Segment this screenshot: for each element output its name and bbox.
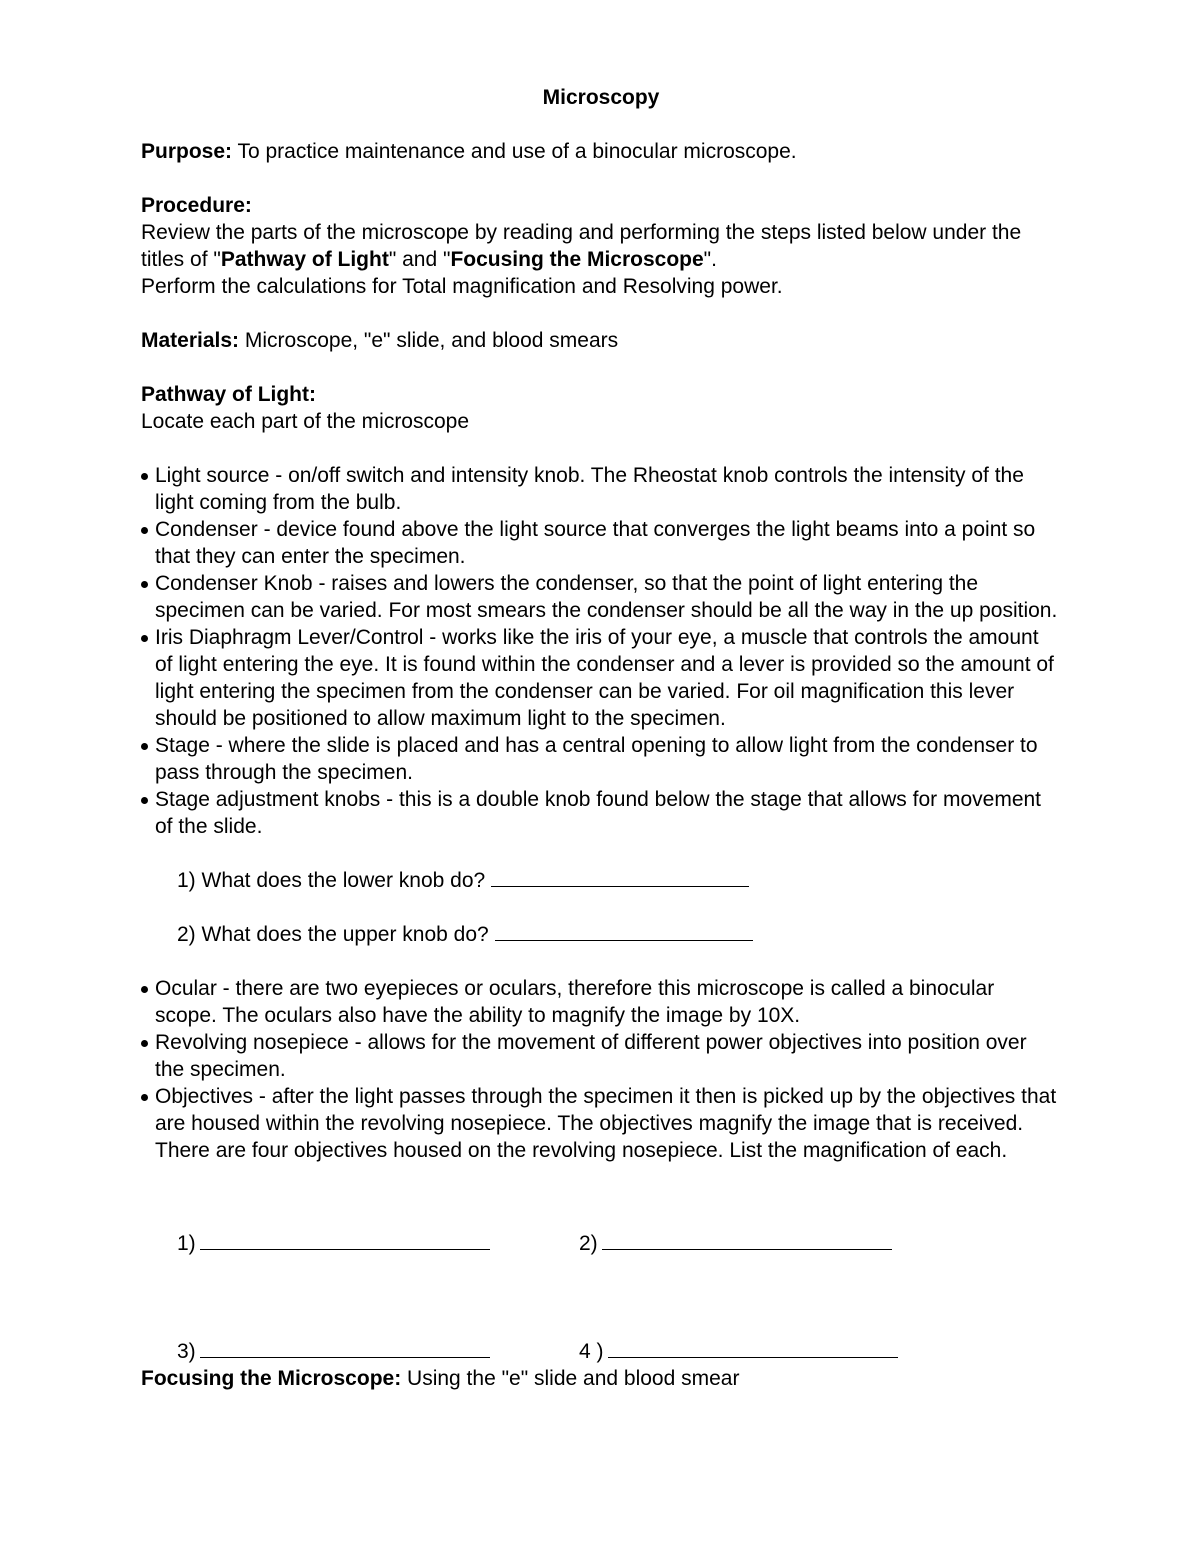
list-item: Objectives - after the light passes through the specimen it then is picked up by the objectives that are housed within the revolving nosepiece. The objectives magnify the image that is received. There are four objectives housed on the revolving nosepiece. List the magnification of each. [141,1083,1061,1164]
pathway-intro: Locate each part of the microscope [141,410,470,433]
focusing-label: Focusing the Microscope: [141,1367,402,1390]
objective-blank-2: 2) [579,1230,981,1257]
objective-answer-3[interactable] [200,1339,490,1358]
objective-answer-4[interactable] [608,1339,898,1358]
bullet-icon [141,986,148,993]
objective-blanks-row-1 [177,1230,1061,1257]
procedure-line2: Perform the calculations for Total magnification and Resolving power. [141,275,783,298]
objective-answer-2[interactable] [602,1231,892,1250]
list-item: Stage - where the slide is placed and has a central opening to allow light from the condenser to pass through the specimen. [141,732,1061,786]
procedure-mid: " and " [388,248,451,271]
materials-label: Materials: [141,329,240,352]
answer-blank-upper-knob[interactable] [495,922,753,941]
list-item: Stage adjustment knobs - this is a double knob found below the stage that allows for movement of the slide. [141,786,1061,840]
procedure-text [141,219,1061,273]
focusing-text: Using the "e" slide and blood smear [401,1367,740,1390]
purpose-paragraph [141,138,1061,165]
bullet-icon [141,1040,148,1047]
bullet-icon [141,527,148,534]
objective-blank-4: 4 ) [579,1338,981,1365]
bullet-icon [141,635,148,642]
list-item: Iris Diaphragm Lever/Control - works like the iris of your eye, a muscle that controls the amount of light entering the eye. It is found within the condenser and a lever is provided so the amount of light entering the specimen from the condenser can be varied. For oil magnification this lever should be positioned to allow maximum light to the specimen. [141,624,1061,732]
question-upper-knob: 2) What does the upper knob do? [177,921,1061,948]
objective-blank-3: 3) [177,1338,579,1365]
purpose-label: Purpose: [141,140,233,163]
procedure-label: Procedure: [141,194,252,217]
document-title: Microscopy [542,86,660,109]
bullet-icon [141,1094,148,1101]
list-item: Light source - on/off switch and intensity knob. The Rheostat knob controls the intensity of the light coming from the bulb. [141,462,1061,516]
materials-paragraph [141,327,1061,354]
purpose-text: To practice maintenance and use of a binocular microscope. [232,140,797,163]
materials-text: Microscope, "e" slide, and blood smears [239,329,619,352]
focusing-paragraph [141,1365,1061,1392]
objective-answer-1[interactable] [200,1231,490,1250]
list-item: Condenser - device found above the light source that converges the light beams into a point so that they can enter the specimen. [141,516,1061,570]
pathway-label: Pathway of Light: [141,383,316,406]
procedure-bold-pathway: Pathway of Light [220,248,389,271]
knob-questions [141,867,1061,948]
bullet-icon [141,743,148,750]
answer-blank-lower-knob[interactable] [491,868,749,887]
procedure-line1: Review the parts of the microscope by reading and performing the steps listed below under the titles of " [141,221,1022,271]
pathway-bullets-b [141,975,1061,1164]
question-lower-knob: 1) What does the lower knob do? [177,867,1061,894]
objective-blanks-row-2 [177,1338,1061,1365]
pathway-bullets-a [141,462,1061,840]
bullet-icon [141,797,148,804]
objective-blank-1: 1) [177,1230,579,1257]
procedure-bold-focusing: Focusing the Microscope [450,248,704,271]
bullet-icon [141,473,148,480]
bullet-icon [141,581,148,588]
list-item: Revolving nosepiece - allows for the movement of different power objectives into position over the specimen. [141,1029,1061,1083]
list-item: Condenser Knob - raises and lowers the condenser, so that the point of light entering the specimen can be varied. For most smears the condenser should be all the way in the up position. [141,570,1061,624]
list-item: Ocular - there are two eyepieces or oculars, therefore this microscope is called a binocular scope. The oculars also have the ability to magnify the image by 10X. [141,975,1061,1029]
procedure-end: ". [703,248,717,271]
document-content [141,84,1061,1392]
